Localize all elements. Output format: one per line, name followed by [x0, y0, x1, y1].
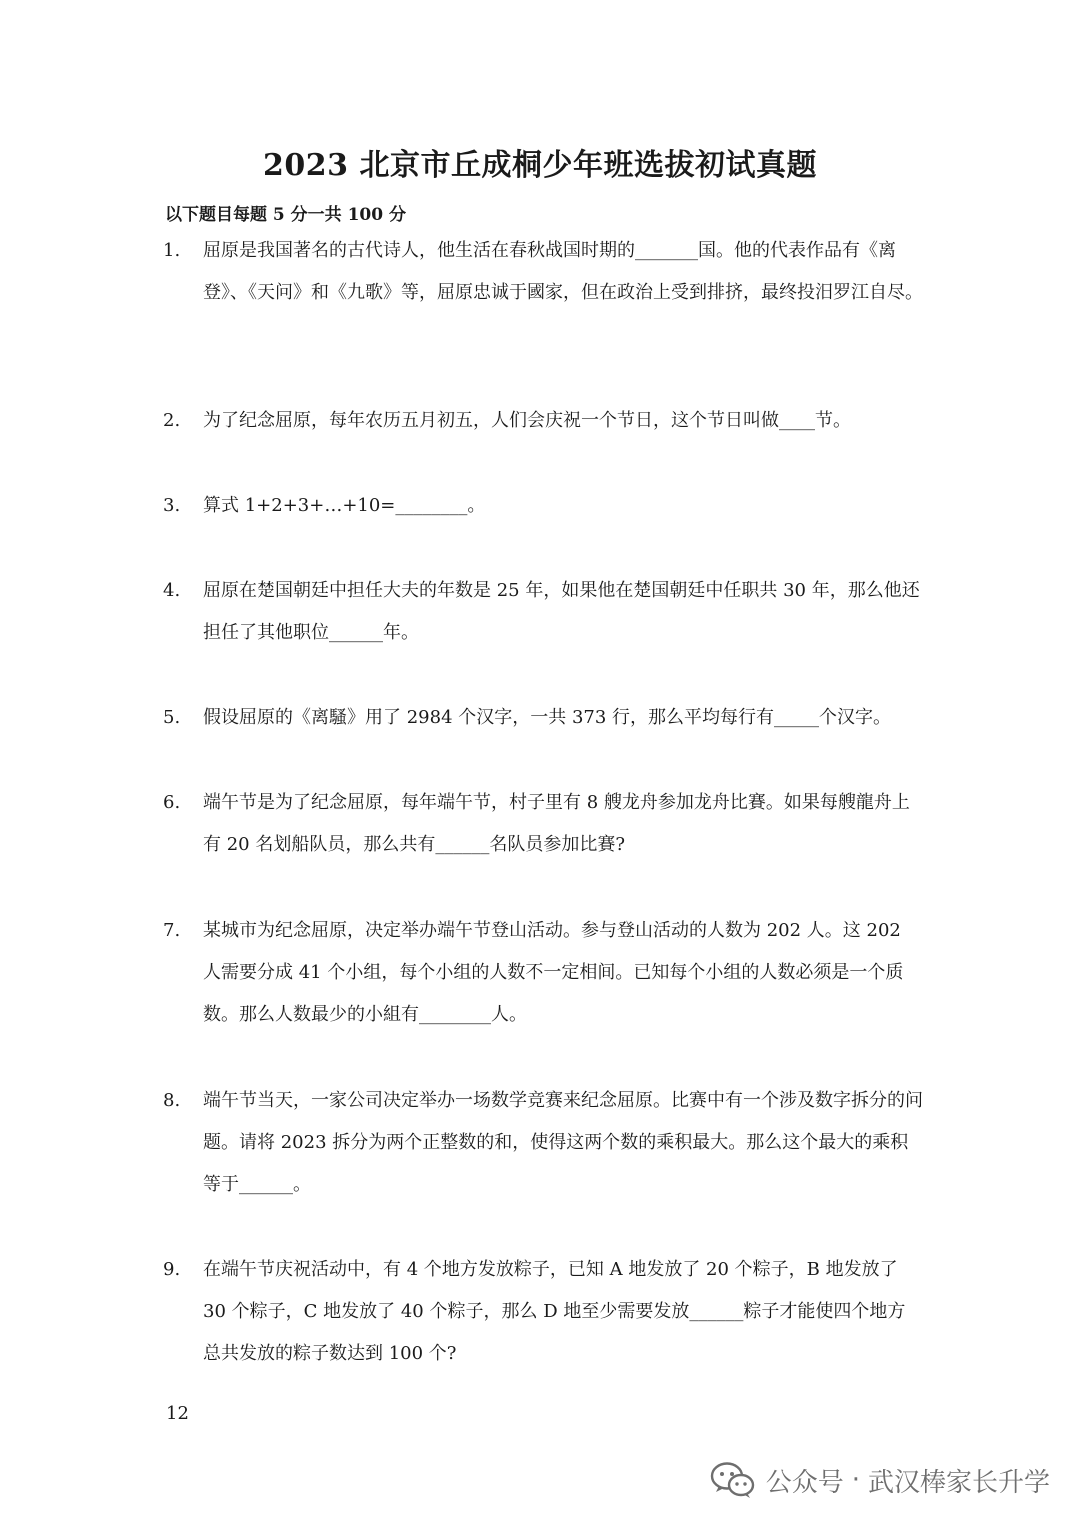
watermark [710, 1460, 1050, 1500]
question-number: 7. [163, 920, 181, 941]
watermark-prefix: 公众号 [765, 1467, 844, 1498]
question-text: 某城市为纪念屈原，决定举办端午节登山活动。参与登山活动的人数为 202 人。这 202 人需要分成 41 个小组，每个小组的人数不一定相间。已知每个小组的人数必须是一个质数。那么人数最少的小組有________人。 [203, 920, 904, 1025]
question-number: 1. [163, 240, 181, 261]
watermark-separator: · [851, 1465, 860, 1495]
question-6 [163, 782, 923, 866]
question-text: 为了纪念屈原，每年农历五月初五，人们会庆祝一个节日，这个节日叫做____节。 [203, 410, 851, 431]
question-1 [163, 230, 923, 314]
page-number: 12 [166, 1403, 189, 1424]
question-text: 算式 1+2+3+…+10=________。 [203, 495, 486, 516]
question-number: 6. [163, 792, 181, 813]
wechat-icon [710, 1460, 756, 1500]
question-number: 9. [163, 1259, 181, 1280]
question-number: 8. [163, 1090, 181, 1111]
question-text: 假设屈原的《离騷》用了 2984 个汉字，一共 373 行，那么平均每行有_____个汉字。 [203, 707, 892, 728]
question-number: 5. [163, 707, 181, 728]
page-title: 2023 北京市丘成桐少年班选拔初试真题 [263, 148, 817, 183]
instruction-text: 以下题目每题 5 分一共 100 分 [165, 205, 406, 225]
question-text: 端午节是为了纪念屈原，每年端午节，村子里有 8 艘龙舟参加龙舟比賽。如果每艘龍舟上有 20 名划船队员，那么共有______名队员参加比賽? [203, 792, 910, 855]
question-7 [163, 910, 923, 1036]
question-text: 屈原是我国著名的古代诗人，他生活在春秋战国时期的_______国。他的代表作品有《离登》、《天问》和《九歌》等，屈原忠诚于國家，但在政治上受到排挤，最终投汨罗江自尽。 [203, 240, 923, 303]
question-text: 在端午节庆祝活动中，有 4 个地方发放粽子，已知 A 地发放了 20 个粽子，B 地发放了 30 个粽子，C 地发放了 40 个粽子，那么 D 地至少需要发放______粽子才能使四个地方总共发放的粽子数达到 100 个? [203, 1259, 906, 1364]
question-number: 3. [163, 495, 181, 516]
question-4 [163, 570, 923, 654]
watermark-account: 武汉棒家长升学 [867, 1467, 1050, 1498]
question-text: 屈原在楚国朝廷中担任大夫的年数是 25 年，如果他在楚国朝廷中任职共 30 年，那么他还担任了其他职位______年。 [203, 580, 920, 643]
question-text: 端午节当天，一家公司决定举办一场数学竞赛来纪念屈原。比赛中有一个涉及数字拆分的问题。请将 2023 拆分为两个正整数的和，使得这两个数的乘积最大。那么这个最大的乘积等于______。 [203, 1090, 923, 1195]
question-9 [163, 1249, 923, 1375]
question-3 [163, 485, 923, 527]
question-number: 2. [163, 410, 181, 431]
question-8 [163, 1080, 923, 1206]
question-number: 4. [163, 580, 181, 601]
question-5 [163, 697, 923, 739]
question-2 [163, 400, 923, 442]
